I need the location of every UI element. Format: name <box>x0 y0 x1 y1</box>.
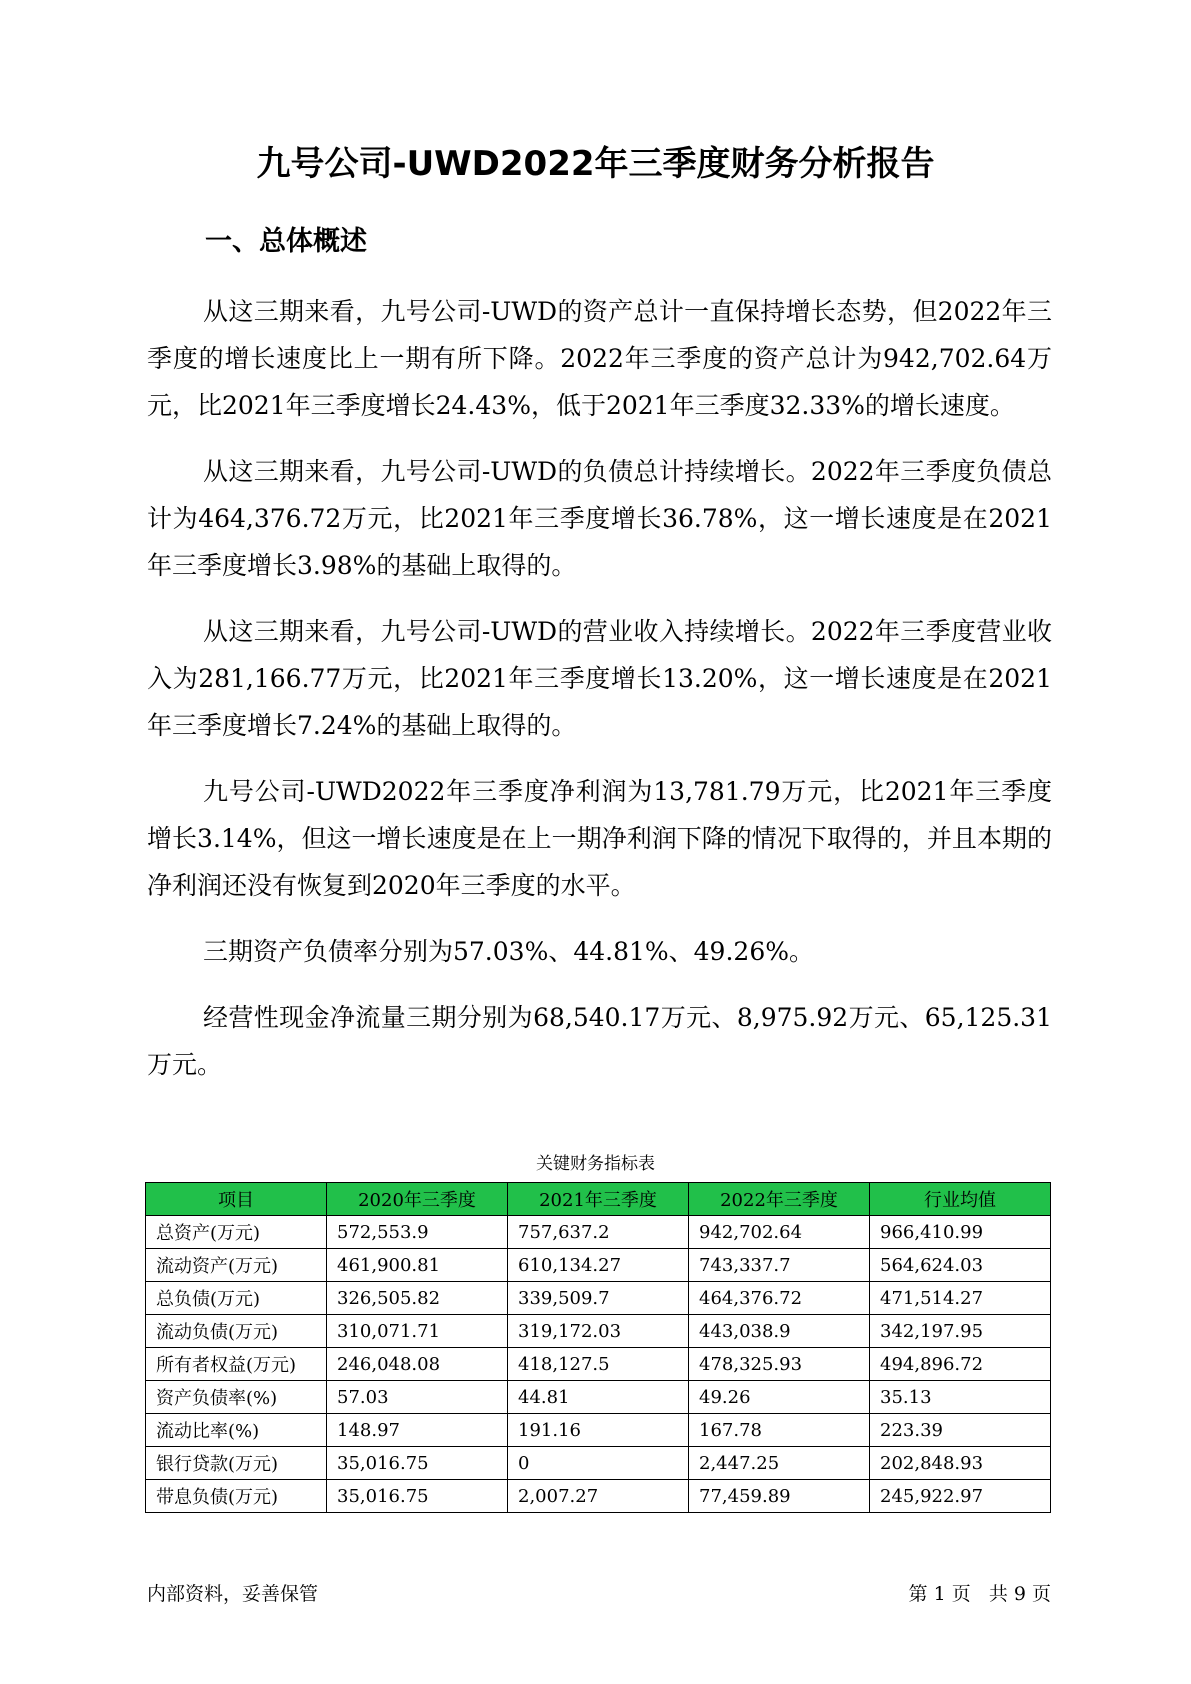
table-cell: 966,410.99 <box>870 1216 1051 1249</box>
table-cell: 743,337.7 <box>689 1249 870 1282</box>
header-industry-average: 行业均值 <box>870 1183 1051 1216</box>
table-row <box>146 1249 1051 1282</box>
table-cell: 35,016.75 <box>327 1447 508 1480</box>
row-label: 总负债(万元) <box>146 1282 327 1315</box>
row-label: 银行贷款(万元) <box>146 1447 327 1480</box>
paragraph-cash-flow: 经营性现金净流量三期分别为68,540.17万元、8,975.92万元、65,125.31万元。 <box>147 1003 1052 1079</box>
row-label: 资产负债率(%) <box>146 1381 327 1414</box>
table-cell: 319,172.03 <box>508 1315 689 1348</box>
table-row <box>146 1282 1051 1315</box>
footer-confidential-note: 内部资料，妥善保管 <box>147 1583 319 1605</box>
overview-body <box>147 288 1052 1107</box>
table-row <box>146 1315 1051 1348</box>
table-cell: 246,048.08 <box>327 1348 508 1381</box>
table-cell: 461,900.81 <box>327 1249 508 1282</box>
table-row <box>146 1216 1051 1249</box>
table-cell: 35.13 <box>870 1381 1051 1414</box>
table-row <box>146 1348 1051 1381</box>
paragraph-assets: 从这三期来看，九号公司-UWD的资产总计一直保持增长态势，但2022年三季度的增长速度比上一期有所下降。2022年三季度的资产总计为942,702.64万元，比2021年三季度增长24.43%，低于2021年三季度32.33%的增长速度。 <box>147 297 1052 420</box>
row-label: 流动比率(%) <box>146 1414 327 1447</box>
table-cell: 339,509.7 <box>508 1282 689 1315</box>
row-label: 所有者权益(万元) <box>146 1348 327 1381</box>
table-cell: 223.39 <box>870 1414 1051 1447</box>
table-row <box>146 1480 1051 1513</box>
table-cell: 148.97 <box>327 1414 508 1447</box>
row-label: 流动资产(万元) <box>146 1249 327 1282</box>
table-cell: 310,071.71 <box>327 1315 508 1348</box>
table-caption: 关键财务指标表 <box>536 1154 655 1174</box>
header-2021q3: 2021年三季度 <box>508 1183 689 1216</box>
table-cell: 191.16 <box>508 1414 689 1447</box>
table-cell: 245,922.97 <box>870 1480 1051 1513</box>
table-cell: 494,896.72 <box>870 1348 1051 1381</box>
table-cell: 44.81 <box>508 1381 689 1414</box>
paragraph-liabilities: 从这三期来看，九号公司-UWD的负债总计持续增长。2022年三季度负债总计为464,376.72万元，比2021年三季度增长36.78%，这一增长速度是在2021年三季度增长3.98%的基础上取得的。 <box>147 457 1052 580</box>
table-cell: 471,514.27 <box>870 1282 1051 1315</box>
table-cell: 443,038.9 <box>689 1315 870 1348</box>
table-row <box>146 1381 1051 1414</box>
table-cell: 418,127.5 <box>508 1348 689 1381</box>
table-cell: 49.26 <box>689 1381 870 1414</box>
row-label: 流动负债(万元) <box>146 1315 327 1348</box>
header-2020q3: 2020年三季度 <box>327 1183 508 1216</box>
table-cell: 564,624.03 <box>870 1249 1051 1282</box>
table-cell: 35,016.75 <box>327 1480 508 1513</box>
table-cell: 57.03 <box>327 1381 508 1414</box>
table-cell: 326,505.82 <box>327 1282 508 1315</box>
paragraph-revenue: 从这三期来看，九号公司-UWD的营业收入持续增长。2022年三季度营业收入为281,166.77万元，比2021年三季度增长13.20%，这一增长速度是在2021年三季度增长7.24%的基础上取得的。 <box>147 617 1052 740</box>
table-cell: 464,376.72 <box>689 1282 870 1315</box>
table-row <box>146 1414 1051 1447</box>
paragraph-debt-ratio: 三期资产负债率分别为57.03%、44.81%、49.26%。 <box>203 937 814 966</box>
table-cell: 202,848.93 <box>870 1447 1051 1480</box>
header-2022q3: 2022年三季度 <box>689 1183 870 1216</box>
table-header-row <box>146 1183 1051 1216</box>
document-title: 九号公司-UWD2022年三季度财务分析报告 <box>256 144 935 184</box>
table-cell: 478,325.93 <box>689 1348 870 1381</box>
key-financial-indicators-table <box>145 1182 1051 1513</box>
section-heading: 一、总体概述 <box>205 226 367 257</box>
table-row <box>146 1447 1051 1480</box>
table-cell: 0 <box>508 1447 689 1480</box>
row-label: 带息负债(万元) <box>146 1480 327 1513</box>
row-label: 总资产(万元) <box>146 1216 327 1249</box>
paragraph-net-profit: 九号公司-UWD2022年三季度净利润为13,781.79万元，比2021年三季度增长3.14%，但这一增长速度是在上一期净利润下降的情况下取得的，并且本期的净利润还没有恢复到2020年三季度的水平。 <box>147 777 1052 900</box>
table-cell: 2,007.27 <box>508 1480 689 1513</box>
table-cell: 2,447.25 <box>689 1447 870 1480</box>
table-cell: 942,702.64 <box>689 1216 870 1249</box>
table-cell: 342,197.95 <box>870 1315 1051 1348</box>
table-cell: 572,553.9 <box>327 1216 508 1249</box>
footer-page-number: 第 1 页 共 9 页 <box>908 1583 1051 1605</box>
table-cell: 167.78 <box>689 1414 870 1447</box>
table-cell: 757,637.2 <box>508 1216 689 1249</box>
header-item: 项目 <box>146 1183 327 1216</box>
table-cell: 77,459.89 <box>689 1480 870 1513</box>
table-cell: 610,134.27 <box>508 1249 689 1282</box>
